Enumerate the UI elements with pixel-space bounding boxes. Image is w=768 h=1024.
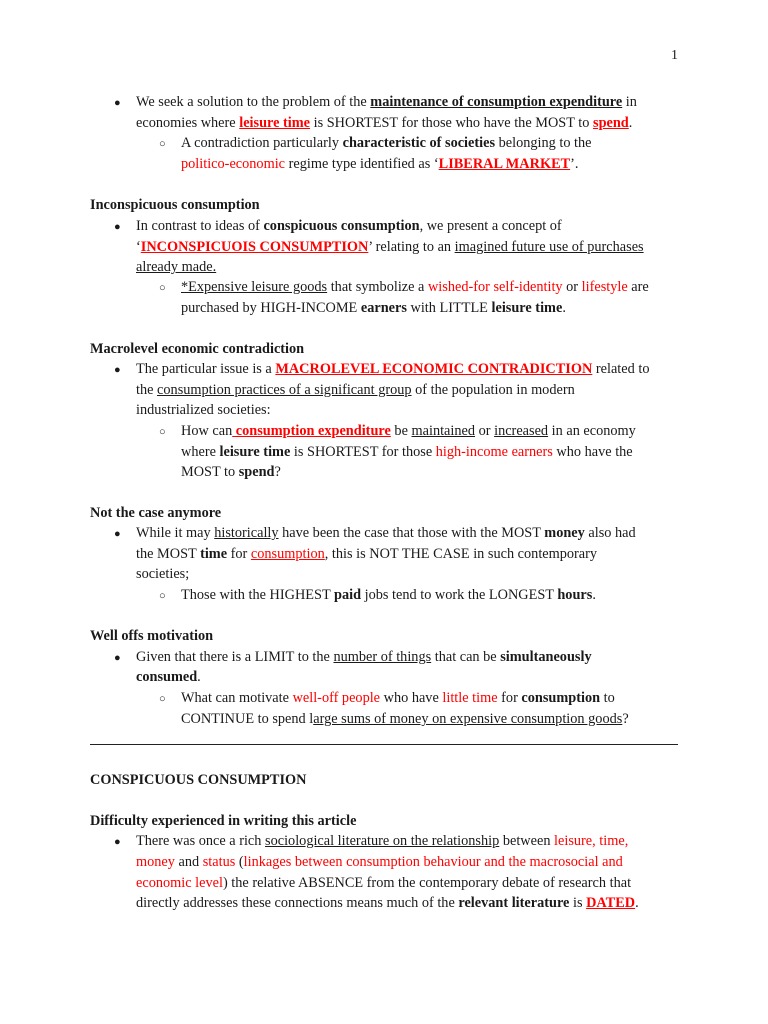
paragraph-line: MOST to spend? <box>181 464 281 480</box>
bullet-hollow-icon: ○ <box>159 426 166 438</box>
paragraph-line: directly addresses these connections means much of the relevant literature is DATED. <box>136 895 639 911</box>
bullet-hollow-icon: ○ <box>159 282 166 294</box>
paragraph-line: economic level) the relative ABSENCE from the contemporary debate of research that <box>136 875 632 891</box>
paragraph-line: CONTINUE to spend large sums of money on expensive consumption goods? <box>181 711 629 727</box>
paragraph-line: money and status (linkages between consumption behaviour and the macrosocial and <box>136 854 623 870</box>
paragraph-line: What can motivate well-off people who have little time for consumption to <box>181 690 615 706</box>
section-heading: Well offs motivation <box>90 628 214 644</box>
paragraph-line: consumed. <box>136 669 201 685</box>
paragraph-line: There was once a rich sociological literature on the relationship between leisure, time, <box>136 833 629 849</box>
paragraph-line: ‘INCONSPICUOIS CONSUMPTION’ relating to an imagined future use of purchases <box>136 239 644 255</box>
paragraph-line: How can consumption expenditure be maintained or increased in an economy <box>181 423 636 439</box>
bullet-filled-icon: ● <box>114 97 121 109</box>
paragraph-line: economies where leisure time is SHORTEST for those who have the MOST to spend. <box>136 115 633 131</box>
paragraph-line: A contradiction particularly characteristic of societies belonging to the <box>181 135 592 151</box>
paragraph-line: *Expensive leisure goods that symbolize a wished-for self-identity or lifestyle are <box>181 279 649 295</box>
paragraph-line: Those with the HIGHEST paid jobs tend to work the LONGEST hours. <box>181 587 596 603</box>
paragraph-line: The particular issue is a MACROLEVEL ECONOMIC CONTRADICTION related to <box>136 361 650 377</box>
horizontal-rule <box>90 744 678 745</box>
page-number: 1 <box>671 48 678 63</box>
section-heading: CONSPICUOUS CONSUMPTION <box>90 772 307 788</box>
paragraph-line: Given that there is a LIMIT to the number of things that can be simultaneously <box>136 649 592 665</box>
bullet-filled-icon: ● <box>114 364 121 376</box>
paragraph-line: the consumption practices of a significant group of the population in modern <box>136 382 575 398</box>
paragraph-line: societies; <box>136 566 190 582</box>
paragraph-line: We seek a solution to the problem of the maintenance of consumption expenditure in <box>136 94 637 110</box>
section-heading: Inconspicuous consumption <box>90 197 260 213</box>
bullet-filled-icon: ● <box>114 836 121 848</box>
bullet-filled-icon: ● <box>114 528 121 540</box>
bullet-filled-icon: ● <box>114 221 121 233</box>
bullet-hollow-icon: ○ <box>159 693 166 705</box>
paragraph-line: industrialized societies: <box>136 402 271 418</box>
paragraph-line: In contrast to ideas of conspicuous consumption, we present a concept of <box>136 218 562 234</box>
section-heading: Macrolevel economic contradiction <box>90 341 305 357</box>
paragraph-line: While it may historically have been the case that those with the MOST money also had <box>136 525 636 541</box>
bullet-hollow-icon: ○ <box>159 138 166 150</box>
bullet-filled-icon: ● <box>114 652 121 664</box>
paragraph-line: where leisure time is SHORTEST for those high-income earners who have the <box>181 444 633 460</box>
paragraph-line: purchased by HIGH-INCOME earners with LITTLE leisure time. <box>181 300 566 316</box>
paragraph-line: the MOST time for consumption, this is NOT THE CASE in such contemporary <box>136 546 598 562</box>
paragraph-line: already made. <box>136 259 217 275</box>
paragraph-line: politico-economic regime type identified as ‘LIBERAL MARKET’. <box>181 156 579 172</box>
section-heading: Difficulty experienced in writing this article <box>90 813 357 829</box>
section-heading: Not the case anymore <box>90 505 222 521</box>
bullet-hollow-icon: ○ <box>159 590 166 602</box>
